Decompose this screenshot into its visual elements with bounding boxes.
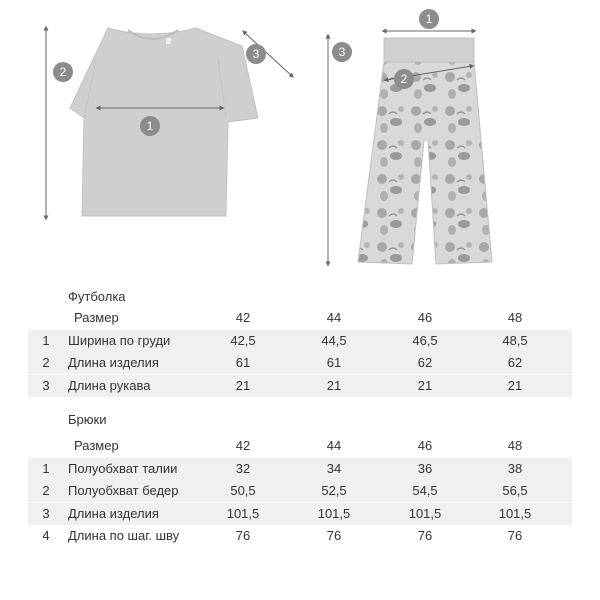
table-cell: 44,5	[321, 332, 347, 348]
svg-text:2: 2	[59, 65, 67, 79]
table-header-row	[28, 435, 572, 457]
table-cell: 21	[326, 377, 342, 393]
tshirt-section-title: Футболка	[68, 289, 126, 304]
svg-text:1: 1	[146, 119, 154, 133]
pants-marker-2	[394, 69, 414, 89]
size-header-cell: 48	[507, 310, 523, 325]
table-cell: 101,5	[226, 505, 260, 521]
table-row	[28, 352, 572, 374]
pants-illustration	[358, 38, 492, 264]
table-cell: 56,5	[502, 483, 528, 498]
table-cell: 42,5	[230, 332, 256, 348]
table-cell: 62	[507, 355, 523, 370]
row-label: Длина по шаг. шву	[68, 528, 180, 543]
table-row	[28, 330, 572, 352]
tshirt-marker-3	[246, 44, 266, 64]
size-header-cell: 48	[507, 438, 523, 453]
row-number: 4	[42, 528, 50, 543]
table-cell: 62	[417, 355, 433, 370]
table-cell: 46,5	[412, 332, 438, 348]
tshirt-marker-1	[140, 116, 160, 136]
size-header-label: Размер	[74, 438, 119, 453]
table-cell: 101,5	[498, 505, 532, 521]
table-cell: 21	[417, 377, 433, 393]
row-label: Полуобхват бедер	[68, 483, 179, 498]
pants-marker-1	[419, 9, 439, 29]
table-cell: 36	[417, 460, 433, 476]
row-label: Длина изделия	[68, 505, 159, 521]
table-row	[28, 480, 572, 502]
row-label: Полуобхват талии	[68, 460, 178, 476]
table-cell: 76	[417, 528, 433, 543]
pants-marker-3	[332, 42, 352, 62]
size-header-cell: 44	[326, 310, 342, 325]
table-cell: 76	[507, 528, 523, 543]
svg-text:3: 3	[338, 45, 346, 59]
table-row	[28, 525, 572, 547]
size-header-cell: 42	[235, 438, 251, 453]
svg-text:1: 1	[425, 12, 433, 26]
row-number: 3	[42, 377, 50, 393]
table-cell: 38	[507, 460, 523, 476]
table-cell: 21	[507, 377, 523, 393]
row-number: 1	[42, 332, 50, 348]
table-cell: 76	[235, 528, 251, 543]
size-header-cell: 44	[326, 438, 342, 453]
table-cell: 101,5	[317, 505, 351, 521]
pants-size-table	[28, 435, 572, 548]
tshirt-illustration	[70, 28, 258, 216]
table-cell: 52,5	[321, 483, 347, 498]
table-cell: 54,5	[412, 483, 438, 498]
table-cell: 61	[235, 355, 251, 370]
row-label: Длина изделия	[68, 355, 159, 370]
tshirt-size-table	[28, 307, 572, 397]
garment-illustrations	[0, 0, 600, 280]
row-number: 2	[42, 355, 50, 370]
row-label: Длина рукава	[68, 377, 151, 393]
row-number: 3	[42, 505, 50, 521]
size-header-cell: 46	[417, 310, 433, 325]
table-cell: 76	[326, 528, 342, 543]
table-cell: 32	[235, 460, 251, 476]
svg-text:3: 3	[252, 47, 260, 61]
size-header-cell: 42	[235, 310, 251, 325]
table-cell: 50,5	[230, 483, 256, 498]
table-row	[28, 503, 572, 525]
pants-section-title: Брюки	[68, 412, 107, 427]
svg-text:2: 2	[400, 72, 408, 86]
table-header-row	[28, 307, 572, 329]
table-cell: 101,5	[408, 505, 442, 521]
row-label: Ширина по груди	[68, 332, 171, 348]
table-row	[28, 375, 572, 397]
size-header-label: Размер	[74, 310, 119, 325]
table-cell: 34	[326, 460, 342, 476]
table-cell: 48,5	[502, 332, 528, 348]
table-cell: 61	[326, 355, 342, 370]
table-row	[28, 458, 572, 480]
tshirt-marker-2	[53, 62, 73, 82]
table-cell: 21	[235, 377, 251, 393]
row-number: 2	[42, 483, 50, 498]
size-header-cell: 46	[417, 438, 433, 453]
row-number: 1	[42, 460, 50, 476]
